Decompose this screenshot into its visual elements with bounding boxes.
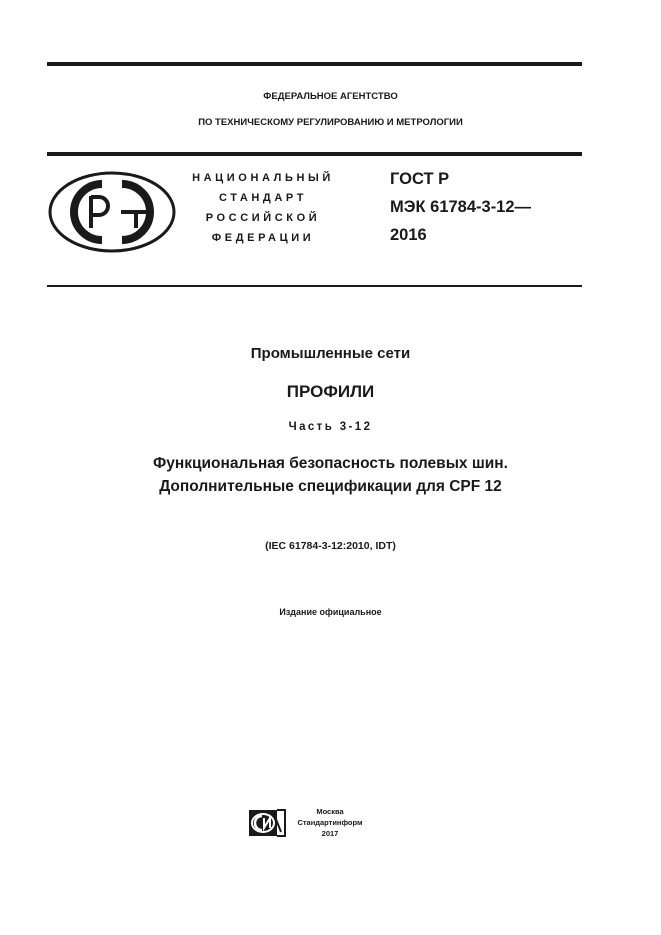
title-line-1: Промышленные сети: [250, 345, 411, 362]
publisher-city: Москва: [316, 807, 344, 816]
gost-r-certification-mark-icon: [47, 170, 177, 254]
standard-type-line-4: ФЕДЕРАЦИИ: [211, 232, 315, 244]
designation-line-1: ГОСТ Р: [390, 170, 450, 188]
reference: (IEC 61784-3-12:2010, IDT): [265, 540, 396, 552]
standard-type-line-1: НАЦИОНАЛЬНЫЙ: [192, 172, 334, 184]
agency-line-1: ФЕДЕРАЛЬНОЕ АГЕНТСТВО: [263, 91, 398, 102]
edition: Издание официальное: [279, 607, 382, 617]
header-rule: [47, 152, 582, 156]
title-line-2: ПРОФИЛИ: [286, 382, 375, 401]
subtitle-line-2: Дополнительные спецификации для CPF 12: [159, 478, 502, 495]
standard-type-line-2: СТАНДАРТ: [218, 192, 308, 204]
title-part: Часть 3-12: [288, 421, 373, 433]
top-rule: [47, 62, 582, 66]
section-rule: [47, 285, 582, 287]
agency-line-2: ПО ТЕХНИЧЕСКОМУ РЕГУЛИРОВАНИЮ И МЕТРОЛОГИИ: [198, 117, 463, 128]
publisher-name: Стандартинформ: [297, 818, 363, 827]
designation-line-2: МЭК 61784-3-12—: [390, 198, 532, 216]
publisher-year: 2017: [321, 829, 339, 838]
logo-text: РСТ: [47, 170, 49, 171]
subtitle-line-1: Функциональная безопасность полевых шин.: [153, 455, 508, 472]
standartinform-logo-icon: [248, 808, 286, 838]
standard-type-line-3: РОССИЙСКОЙ: [205, 212, 321, 224]
designation-line-3: 2016: [390, 226, 427, 244]
